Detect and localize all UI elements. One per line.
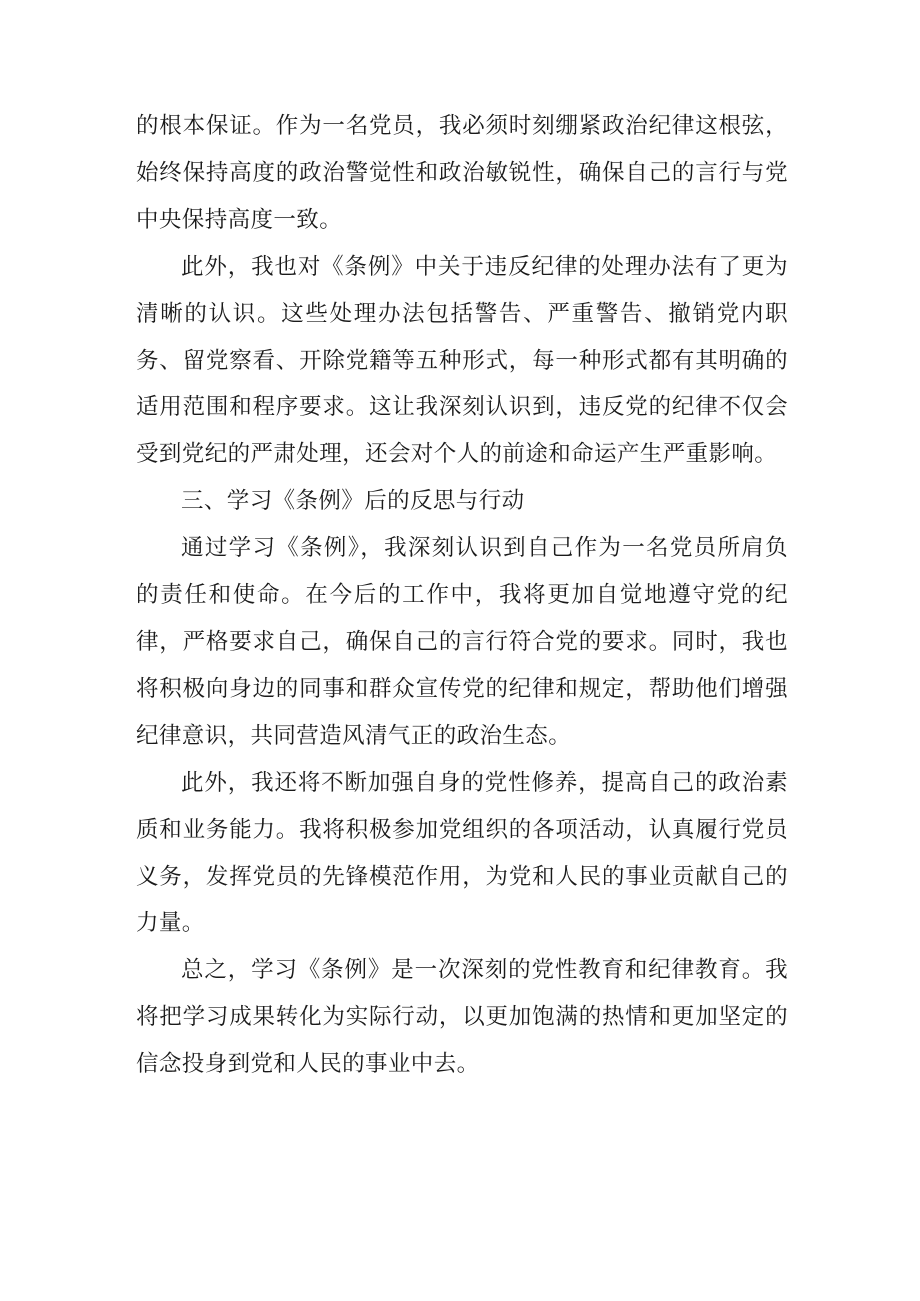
paragraph-discipline-measures: 此外，我也对《条例》中关于违反纪律的处理办法有了更为清晰的认识。这些处理办法包括警告、严重警告、撤销党内职务、留党察看、开除党籍等五种形式，每一种形式都有其明确的适用范围和程序要求。这让我深刻认识到，违反党的纪律不仅会受到党纪的严肃处理，还会对个人的前途和命运产生严重影响。 — [136, 253, 788, 468]
paragraph-conclusion: 总之，学习《条例》是一次深刻的党性教育和纪律教育。我将把学习成果转化为实际行动，以更加饱满的热情和更加坚定的信念投身到党和人民的事业中去。 — [136, 957, 788, 1078]
paragraph-self-improvement: 此外，我还将不断加强自身的党性修养，提高自己的政治素质和业务能力。我将积极参加党组织的各项活动，认真履行党员义务，发挥党员的先锋模范作用，为党和人民的事业贡献自己的力量。 — [136, 769, 788, 937]
paragraph-reflection: 通过学习《条例》，我深刻认识到自己作为一名党员所肩负的责任和使命。在今后的工作中，我将更加自觉地遵守党的纪律，严格要求自己，确保自己的言行符合党的要求。同时，我也将积极向身边的同事和群众宣传党的纪律和规定，帮助他们增强纪律意识，共同营造风清气正的政治生态。 — [136, 535, 788, 749]
paragraph-continuation: 的根本保证。作为一名党员，我必须时刻绷紧政治纪律这根弦，始终保持高度的政治警觉性和政治敏锐性，确保自己的言行与党中央保持高度一致。 — [136, 113, 788, 233]
section-heading: 三、学习《条例》后的反思与行动 — [181, 488, 525, 515]
document-body — [136, 103, 788, 1088]
